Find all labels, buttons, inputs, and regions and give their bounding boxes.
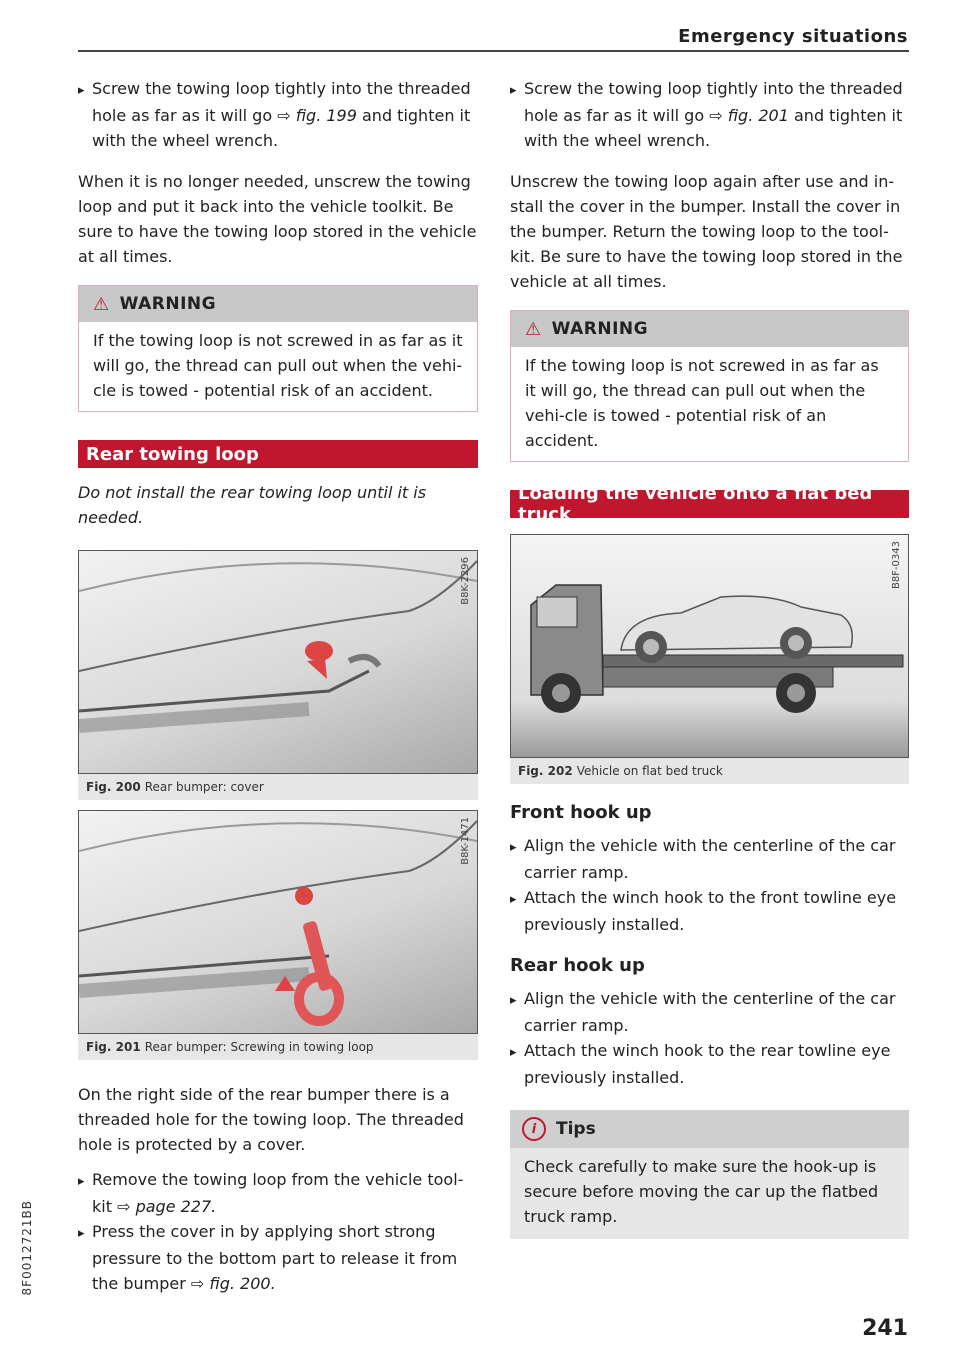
page-number: 241 xyxy=(862,1316,908,1341)
rear-step-attach: ▸ Attach the winch hook to the rear towline eye previously installed. xyxy=(510,1038,909,1090)
flatbed-truck-illustration xyxy=(511,535,908,757)
fig-201-code: B8K-1471 xyxy=(460,817,471,865)
left-warning-box xyxy=(78,285,478,412)
subhead-front-hook-up: Front hook up xyxy=(510,802,652,823)
fig-202-code: B8F-0343 xyxy=(891,541,902,590)
figure-202 xyxy=(510,534,909,784)
left-paragraph-unscrew: When it is no longer needed, unscrew the towing loop and put it back into the vehicle toolkit. Be sure to have the towing loop stored in the vehicle at all times. xyxy=(78,172,477,266)
section-title-rear-towing-loop: Rear towing loop xyxy=(78,440,478,468)
fig-ref-199[interactable]: ⇨ fig. 199 xyxy=(277,106,357,125)
fig-ref-201[interactable]: ⇨ fig. 201 xyxy=(709,106,789,125)
tips-box xyxy=(510,1110,909,1239)
subhead-rear-hook-up: Rear hook up xyxy=(510,955,645,976)
front-step-align: ▸ Align the vehicle with the centerline of the car carrier ramp. xyxy=(510,833,909,885)
bumper-cover-mark xyxy=(305,641,333,661)
front-step-attach: ▸ Attach the winch hook to the front towline eye previously installed. xyxy=(510,885,909,937)
tips-title: Tips xyxy=(556,1119,596,1139)
fig-ref-200[interactable]: ⇨ fig. 200. xyxy=(190,1274,276,1293)
fig-201-image xyxy=(78,810,478,1034)
header-rule xyxy=(78,50,909,52)
fig-201-caption: Fig. 201 Rear bumper: Screwing in towing loop xyxy=(86,1040,374,1054)
left-column xyxy=(78,76,478,1296)
bumper-cover-illustration xyxy=(79,551,477,773)
warning-title: WARNING xyxy=(551,319,649,339)
page-ref-227[interactable]: ⇨ page 227. xyxy=(117,1197,217,1216)
side-document-code: 8F0012721BB xyxy=(20,1200,34,1296)
fig-202-caption: Fig. 202 Vehicle on flat bed truck xyxy=(518,764,723,778)
bumper-cover-mark xyxy=(295,887,313,905)
left-step-remove: ▸ Remove the towing loop from the vehicle tool-kit ⇨ page 227. xyxy=(78,1167,478,1219)
right-paragraph-unscrew: Unscrew the towing loop again after use and in-stall the cover in the bumper. Install the cover in the bumper. Return the towing loop to the tool-kit. Be sure to have the towing loop stored in the vehicle at all times. xyxy=(510,172,903,291)
left-step-screw: ▸ Screw the towing loop tightly into the threaded hole as far as it will go ⇨ fig. 199 and tighten it with the wheel wrench. xyxy=(78,76,478,153)
fig-200-image xyxy=(78,550,478,774)
warning-title: WARNING xyxy=(119,294,217,314)
right-column xyxy=(510,76,909,1239)
warning-body: If the towing loop is not screwed in as far as it will go, the thread can pull out when the vehi-cle is towed - potential risk of an accident. xyxy=(93,331,463,400)
section-intro: Do not install the rear towing loop until it is needed. xyxy=(78,483,427,527)
towing-loop-illustration xyxy=(79,811,477,1033)
left-paragraph-threaded-hole: On the right side of the rear bumper there is a threaded hole for the towing loop. The threaded hole is protected by a cover. xyxy=(78,1085,464,1154)
warning-body: If the towing loop is not screwed in as far as it will go, the thread can pull out when the vehi-cle is towed - potential risk of an accident. xyxy=(525,356,879,450)
page-header-title: Emergency situations xyxy=(678,26,908,47)
right-warning-box xyxy=(510,310,909,462)
section-title-flat-bed: Loading the vehicle onto a flat bed truck xyxy=(510,490,909,518)
tips-body: Check carefully to make sure the hook-up is secure before moving the car up the flatbed truck ramp. xyxy=(524,1157,879,1226)
warning-triangle-icon: ⚠ xyxy=(525,318,542,340)
warning-triangle-icon: ⚠ xyxy=(93,293,110,315)
left-step-press-cover: ▸ Press the cover in by applying short strong pressure to the bottom part to release it from the bumper ⇨ fig. 200. xyxy=(78,1219,478,1296)
info-icon: i xyxy=(522,1117,546,1141)
figure-200 xyxy=(78,550,478,800)
fig-200-caption: Fig. 200 Rear bumper: cover xyxy=(86,780,264,794)
right-step-screw: ▸ Screw the towing loop tightly into the threaded hole as far as it will go ⇨ fig. 201 and tighten it with the wheel wrench. xyxy=(510,76,909,153)
fig-200-code: B8K-2296 xyxy=(460,557,471,605)
fig-202-image xyxy=(510,534,909,758)
rear-step-align: ▸ Align the vehicle with the centerline of the car carrier ramp. xyxy=(510,986,909,1038)
figure-201 xyxy=(78,810,478,1060)
